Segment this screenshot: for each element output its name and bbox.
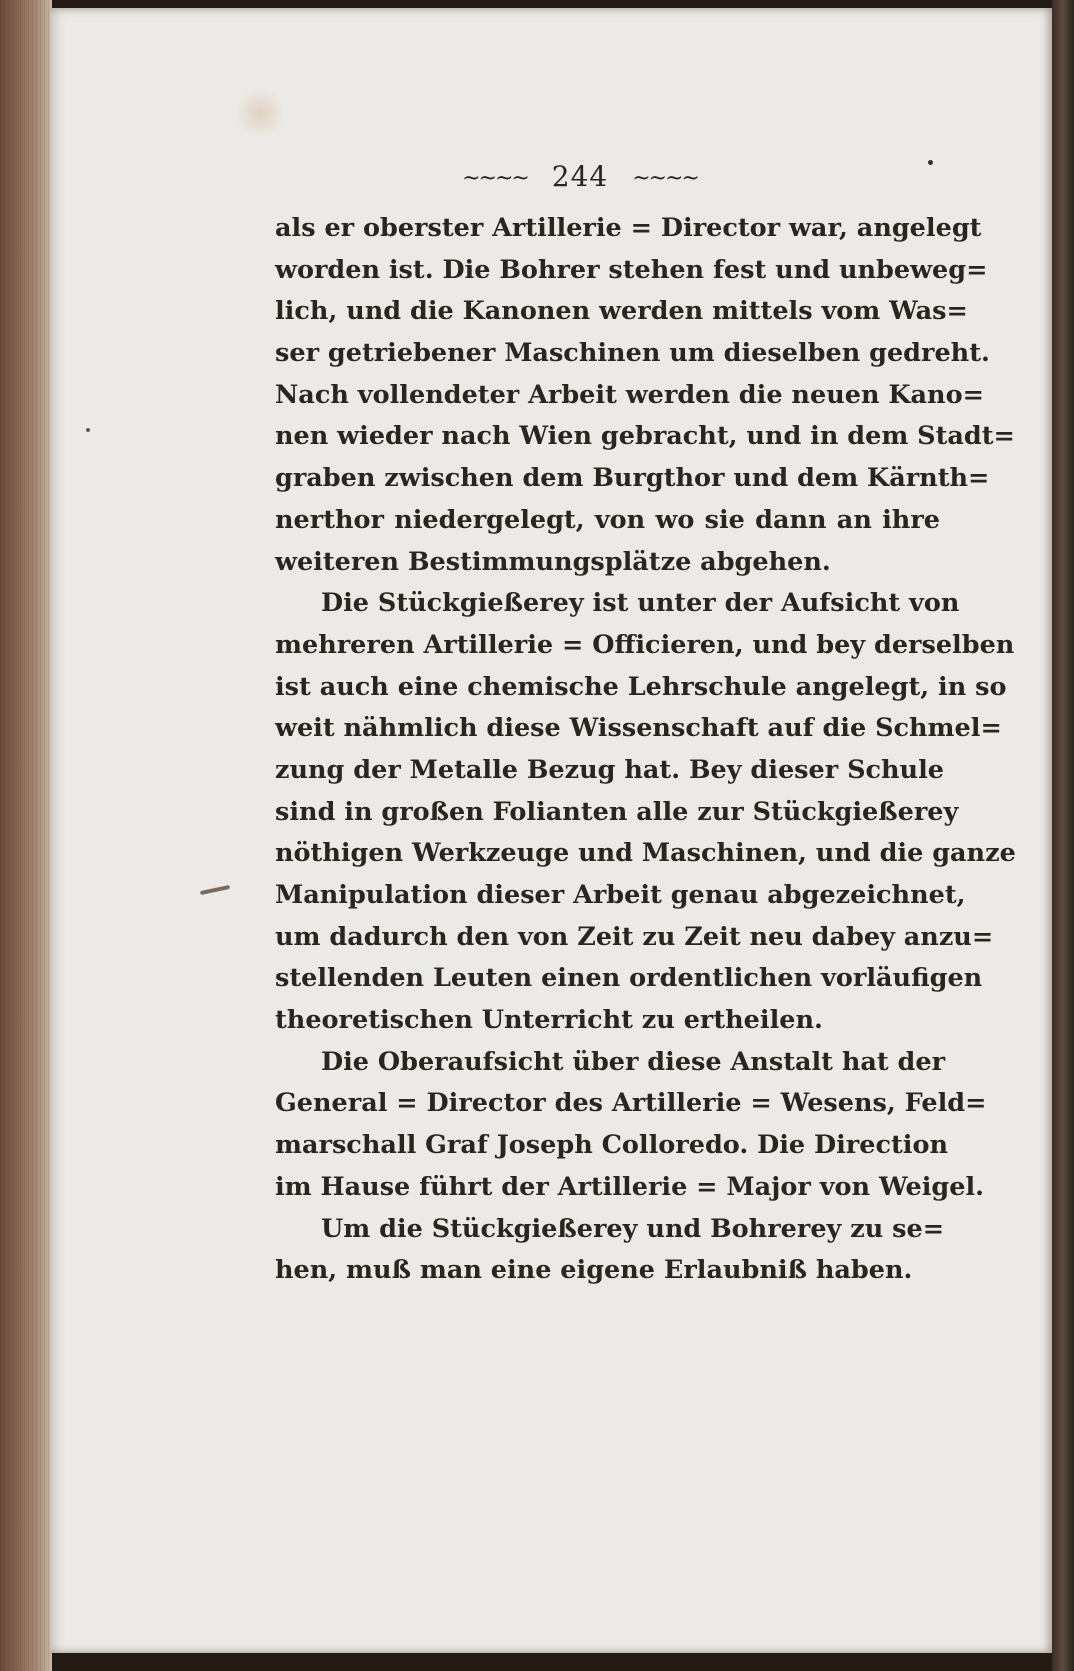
text-line: im Hause führt der Artillerie = Major von Weigel. <box>275 1171 985 1202</box>
text-line: um dadurch den von Zeit zu Zeit neu dabey anzu= <box>275 921 994 952</box>
paper-stain <box>235 88 285 138</box>
text-line: Manipulation dieser Arbeit genau abgezeichnet, <box>275 880 966 910</box>
book-page-edges <box>0 0 52 1671</box>
body-text <box>275 208 1016 1292</box>
page-number: 244 <box>551 160 609 193</box>
text-line: stellenden Leuten einen ordentlichen vorläufigen <box>275 963 983 994</box>
text-line: theoretischen Unterricht zu ertheilen. <box>275 1005 823 1036</box>
text-line: weit nähmlich diese Wissenschaft auf die Schmel= <box>275 713 1002 744</box>
text-line: nerthor niedergelegt, von wo sie dann an ihre <box>275 504 940 535</box>
text-line: marschall Graf Joseph Colloredo. Die Direction <box>275 1130 949 1161</box>
header-ornament-right: ~~~~ <box>632 166 698 191</box>
text-line: hen, muß man eine eigene Erlaubniß haben. <box>275 1255 913 1286</box>
paper-speck <box>928 160 933 165</box>
text-line: mehreren Artillerie = Officieren, und bey derselben <box>275 629 1015 660</box>
page-header <box>430 160 730 193</box>
book-right-edge <box>1052 0 1074 1671</box>
text-line: lich, und die Kanonen werden mittels vom Was= <box>275 296 968 327</box>
text-line: Die Stückgießerey ist unter der Aufsicht von <box>321 588 960 619</box>
text-line: Die Oberaufsicht über diese Anstalt hat der <box>321 1046 946 1077</box>
text-line: ist auch eine chemische Lehrschule angelegt, in so <box>275 671 1007 702</box>
text-line: weiteren Bestimmungsplätze abgehen. <box>275 546 831 577</box>
text-line: Nach vollendeter Arbeit werden die neuen Kano= <box>275 379 984 410</box>
text-line: zung der Metalle Bezug hat. Bey dieser Schule <box>275 754 945 785</box>
text-line: nöthigen Werkzeuge und Maschinen, und die ganze <box>275 838 1016 869</box>
text-line: General = Director des Artillerie = Wesens, Feld= <box>275 1088 987 1119</box>
text-line: ser getriebener Maschinen um dieselben gedreht. <box>275 338 990 369</box>
text-line: als er oberster Artillerie = Director war, angelegt <box>275 213 982 243</box>
text-line: worden ist. Die Bohrer stehen fest und unbeweg= <box>275 254 988 285</box>
text-line: nen wieder nach Wien gebracht, und in dem Stadt= <box>275 421 1015 452</box>
paper-speck <box>86 428 90 432</box>
text-line: sind in großen Folianten alle zur Stückgießerey <box>275 796 959 827</box>
text-line: Um die Stückgießerey und Bohrerey zu se= <box>321 1213 945 1244</box>
paper-mark <box>200 885 230 895</box>
text-line: graben zwischen dem Burgthor und dem Kärnth= <box>275 463 990 494</box>
header-ornament-left: ~~~~ <box>462 166 528 191</box>
